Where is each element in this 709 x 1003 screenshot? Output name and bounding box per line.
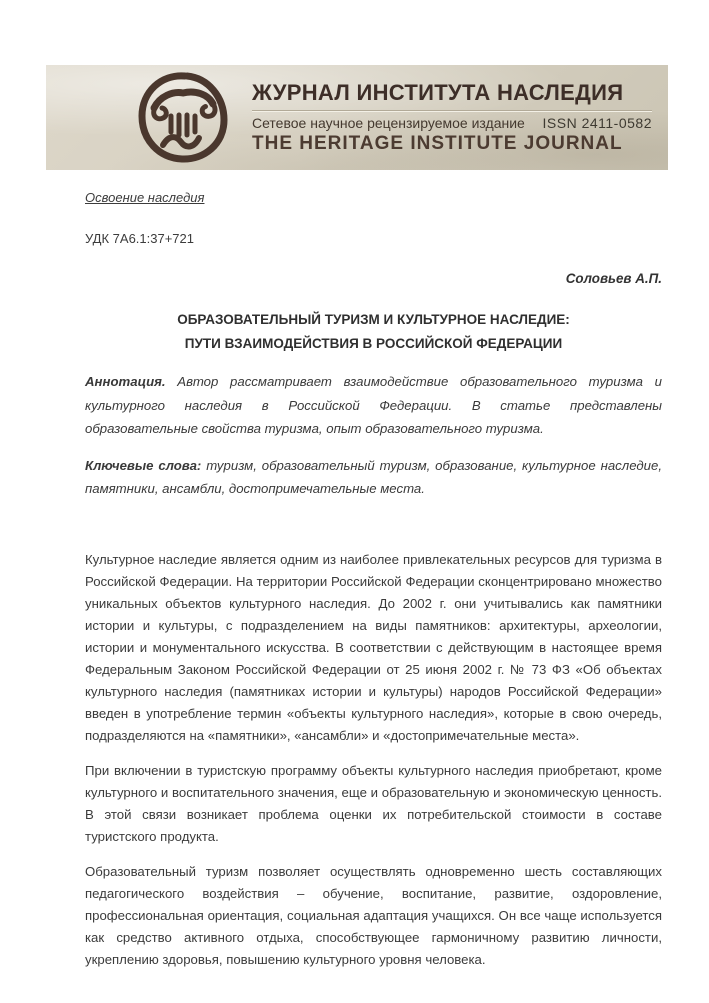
journal-subtitle: Сетевое научное рецензируемое издание bbox=[252, 115, 525, 131]
article-title bbox=[85, 308, 662, 356]
rubric-link[interactable]: Освоение наследия bbox=[85, 190, 205, 205]
article-title-line1: ОБРАЗОВАТЕЛЬНЫЙ ТУРИЗМ И КУЛЬТУРНОЕ НАСЛЕДИЕ: bbox=[177, 312, 570, 327]
keywords-text: туризм, образовательный туризм, образование, культурное наследие, памятники, ансамбли, достопримечательные места. bbox=[85, 457, 662, 496]
article-body bbox=[85, 549, 662, 971]
journal-title-ru: ЖУРНАЛ ИНСТИТУТА НАСЛЕДИЯ bbox=[252, 80, 624, 105]
article-title-line2: ПУТИ ВЗАИМОДЕЙСТВИЯ В РОССИЙСКОЙ ФЕДЕРАЦИИ bbox=[184, 336, 563, 351]
abstract-paragraph bbox=[85, 370, 662, 441]
author-name: Соловьев А.П. bbox=[565, 271, 662, 286]
journal-banner bbox=[46, 65, 668, 170]
abstract-text: Автор рассматривает взаимодействие образовательного туризма и культурного наследия в Российской Федерации. В статье представлены образовательные свойства туризма, опыт образовательного туризма. bbox=[85, 374, 662, 436]
banner-text-block bbox=[252, 80, 668, 155]
banner-divider bbox=[252, 110, 652, 112]
body-paragraph: Культурное наследие является одним из наиболее привлекательных ресурсов для туризма в Российской Федерации. На территории Российской Федерации сконцентрировано множество уникальных объектов культурного наследия. До 2002 г. они учитывались как памятники истории и культуры, с подразделением на виды памятников: архитектуры, археологии, истории и монументального искусства. В соответствии с действующим в настоящее время Федеральным Законом Российской Федерации от 25 июня 2002 г. № 73 ФЗ «Об объектах культурного наследия (памятниках истории и культуры) народов Российской Федерации» введен в употребление термин «объекты культурного наследия», которые в свою очередь, подразделяются на «памятники», «ансамбли» и «достопримечательные места». bbox=[85, 551, 662, 743]
keywords-paragraph bbox=[85, 454, 662, 501]
column-capital-icon bbox=[132, 68, 234, 168]
body-paragraph: При включении в туристскую программу объекты культурного наследия приобретают, кроме культурного и воспитательного значения, еще и образовательную и экономическую ценность. В этой связи возникает проблема оценки их потребительской стоимости в составе туристского продукта. bbox=[85, 762, 662, 844]
udc-code: УДК 7А6.1:37+721 bbox=[85, 231, 194, 246]
body-paragraph: Образовательный туризм позволяет осуществлять одновременно шесть составляющих педагогического воздействия – обучение, воспитание, развитие, оздоровление, профессиональная ориентация, социальная адаптация учащихся. Он все чаще используется как средство активного отдыха, способствующее гармоничному развитию личности, укреплению здоровья, повышению культурного уровня человека. bbox=[85, 863, 662, 967]
journal-title-en: THE HERITAGE INSTITUTE JOURNAL bbox=[252, 133, 623, 154]
article-page bbox=[85, 190, 662, 984]
journal-issn: ISSN 2411-0582 bbox=[542, 115, 652, 131]
keywords-label: Ключевые слова: bbox=[85, 457, 202, 473]
abstract-label: Аннотация. bbox=[85, 374, 166, 389]
